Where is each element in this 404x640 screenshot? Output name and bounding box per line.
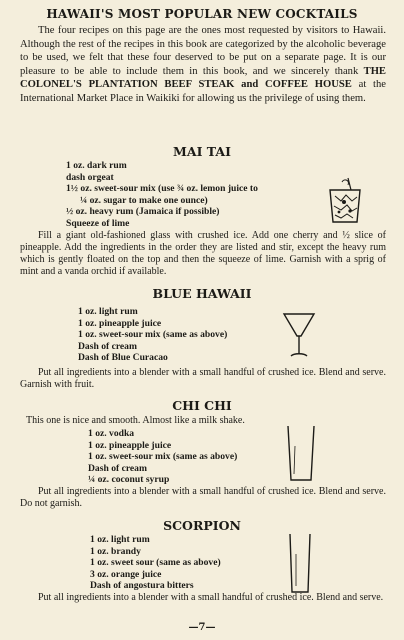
ingredient: 1 oz. pineapple juice (88, 439, 172, 451)
directions-mai-tai: Fill a giant old-fashioned glass with crushed ice. Add one cherry and ½ slice of pineapple. Add the ingredients in the order they are listed and stir, except the heavy rum which is gently floated on the top and then the squeeze of lime. Garnish with a sprig of mint and a vanda orchid if available. (20, 230, 386, 277)
ingredients-chi-chi (88, 428, 237, 486)
page-number: —7— (188, 622, 216, 633)
ingredient: Dash of Blue Curacao (78, 352, 168, 363)
ingredient: 1 oz. brandy (90, 545, 141, 557)
intro-text: The four recipes on this page are the ones most requested by visitors to Hawaii. Although the rest of the recipes in this book are categorized by the alcoholic beverage to be used, we felt that these four deserved to be put on a separate page. It is our pleasure to be able to include them in this book, and we sincerely thank (20, 25, 386, 77)
intro-restaurant-name: THE COLONEL'S PLANTATION BEEF STEAK and COFFEE HOUSE (20, 65, 386, 90)
ingredients-blue-hawaii (78, 306, 227, 364)
ingredient: 1 oz. sweet-sour mix (same as above) (78, 329, 228, 340)
directions-blue-hawaii: Put all ingredients into a blender with a small handful of crushed ice. Blend and serve. Garnish with fruit. (20, 367, 386, 390)
ingredient: Squeeze of lime (66, 217, 130, 229)
intro-paragraph (20, 24, 386, 105)
ingredient: 1 oz. sweet-sour mix (same as above) (88, 451, 238, 462)
ingredient: ¼ oz. sugar to make one ounce) (80, 194, 208, 206)
ingredient: Dash of cream (88, 462, 147, 474)
ingredient: ½ oz. heavy rum (Jamaica if possible) (66, 206, 220, 217)
intro-tail: at the International Market Place in Waikiki for allowing us the privilege of using them. (20, 79, 386, 104)
old-fashioned-glass-icon (324, 176, 366, 226)
ingredients-scorpion (90, 534, 221, 592)
recipe-title-scorpion: SCORPION (163, 518, 241, 533)
ingredient: 1 oz. pineapple juice (78, 317, 162, 329)
ingredient: 1½ oz. sweet-sour mix (use ¾ oz. lemon juice to (66, 183, 258, 194)
highball-glass-icon (288, 532, 312, 594)
directions-scorpion: Put all ingredients into a blender with a small handful of crushed ice. Blend and serve. (38, 592, 384, 603)
ingredient: Dash of cream (78, 340, 137, 352)
ingredient: Dash of angostura bitters (90, 580, 194, 591)
cocktail-glass-icon (282, 310, 316, 360)
ingredient: 1 oz. light rum (78, 306, 138, 317)
chi-chi-preface: This one is nice and smooth. Almost like a milk shake. (26, 415, 245, 426)
ingredient: 3 oz. orange juice (90, 568, 162, 580)
recipe-title-blue-hawaii: BLUE HAWAII (152, 286, 252, 301)
ingredients-mai-tai (66, 160, 258, 229)
ingredient: 1 oz. vodka (88, 428, 135, 439)
recipe-title-mai-tai: MAI TAI (173, 144, 231, 159)
page-heading: HAWAII'S MOST POPULAR NEW COCKTAILS (46, 7, 358, 21)
directions-chi-chi: Put all ingredients into a blender with a small handful of crushed ice. Blend and serve. Do not garnish. (20, 486, 386, 509)
ingredient: 1 oz. sweet sour (same as above) (90, 557, 221, 568)
ingredient: 1 oz. dark rum (66, 160, 127, 171)
ingredient: ¼ oz. coconut syrup (88, 474, 170, 485)
ingredient: 1 oz. light rum (90, 534, 150, 545)
recipe-title-chi-chi: CHI CHI (172, 398, 232, 413)
tumbler-glass-icon (286, 424, 316, 482)
ingredient: dash orgeat (66, 171, 114, 183)
